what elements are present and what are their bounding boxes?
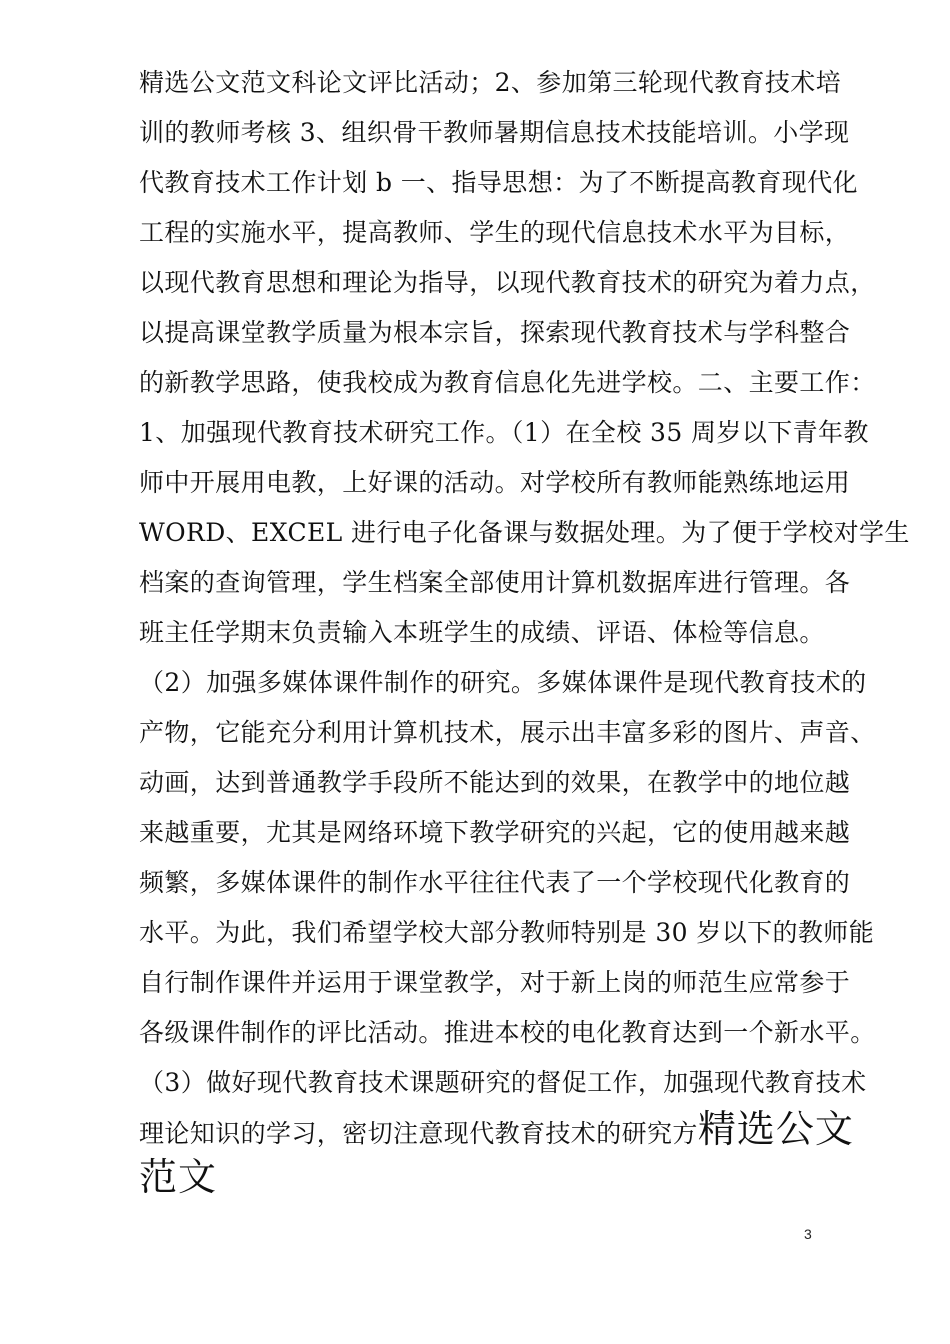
text-line: 档案的查询管理，学生档案全部使用计算机数据库进行管理。各	[139, 568, 851, 597]
large-inline-text: 精选公文	[697, 1107, 854, 1151]
text-line: （3）做好现代教育技术课题研究的督促工作，加强现代教育技术	[139, 1068, 867, 1097]
text-line: 训的教师考核 3、组织骨干教师暑期信息技术技能培训。小学现	[139, 118, 850, 147]
text-line: 水平。为此，我们希望学校大部分教师特别是 30 岁以下的教师能	[139, 918, 875, 947]
page-number: 3	[804, 1226, 812, 1242]
text-line: 各级课件制作的评比活动。推进本校的电化教育达到一个新水平。	[139, 1018, 876, 1047]
text-fragment: 理论知识的学习，密切注意现代教育技术的研究方	[139, 1119, 698, 1148]
text-line: 自行制作课件并运用于课堂教学，对于新上岗的师范生应常参于	[139, 968, 851, 997]
text-line: 工程的实施水平，提高教师、学生的现代信息技术水平为目标，	[139, 218, 851, 247]
text-line: 产物，它能充分利用计算机技术，展示出丰富多彩的图片、声音、	[139, 718, 876, 747]
text-line: 师中开展用电教，上好课的活动。对学校所有教师能熟练地运用	[139, 468, 851, 497]
large-final-line: 范文	[139, 1155, 218, 1199]
text-line: 来越重要，尤其是网络环境下教学研究的兴起，它的使用越来越	[139, 818, 851, 847]
text-line: 精选公文范文科论文评比活动；2、参加第三轮现代教育技术培	[139, 68, 842, 97]
text-line: 以现代教育思想和理论为指导，以现代教育技术的研究为着力点，	[139, 268, 876, 297]
text-line: 代教育技术工作计划 b 一、指导思想：为了不断提高教育现代化	[139, 168, 858, 197]
text-line: WORD、EXCEL 进行电子化备课与数据处理。为了便于学校对学生	[139, 518, 910, 547]
text-line: 频繁，多媒体课件的制作水平往往代表了一个学校现代化教育的	[139, 868, 851, 897]
text-line: 1、加强现代教育技术研究工作。（1）在全校 35 周岁以下青年教	[139, 418, 869, 447]
text-line-with-large-inline	[139, 1106, 854, 1157]
text-line: 班主任学期末负责输入本班学生的成绩、评语、体检等信息。	[139, 618, 825, 647]
text-line: （2）加强多媒体课件制作的研究。多媒体课件是现代教育技术的	[139, 668, 867, 697]
text-line: 动画，达到普通教学手段所不能达到的效果，在教学中的地位越	[139, 768, 851, 797]
text-line: 的新教学思路，使我校成为教育信息化先进学校。二、主要工作：	[139, 368, 876, 397]
text-line: 以提高课堂教学质量为根本宗旨，探索现代教育技术与学科整合	[139, 318, 851, 347]
